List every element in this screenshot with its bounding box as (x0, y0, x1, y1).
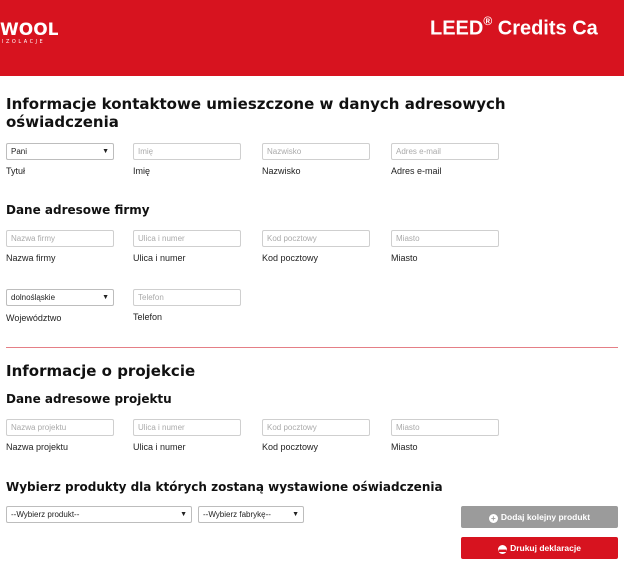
region-label: Województwo (6, 313, 62, 323)
project-name-label: Nazwa projektu (6, 442, 69, 452)
company-name-field[interactable]: Nazwa firmy (6, 230, 114, 247)
title-registered-mark: ® (483, 14, 493, 28)
project-city-label: Miasto (391, 442, 418, 452)
factory-select[interactable] (198, 506, 304, 523)
phone-field[interactable]: Telefon (133, 289, 241, 306)
contact-heading: Informacje kontaktowe umieszczone w danych adresowych oświadczenia (6, 95, 506, 131)
chevron-down-icon: ▼ (102, 148, 109, 155)
email-field[interactable]: Adres e-mail (391, 143, 499, 160)
product-select[interactable] (6, 506, 192, 523)
surname-label: Nazwisko (262, 166, 301, 176)
project-zip-label: Kod pocztowy (262, 442, 319, 452)
company-street-field[interactable]: Ulica i numer (133, 230, 241, 247)
region-select-value: dolnośląskie (11, 293, 56, 302)
brand-logo (0, 21, 59, 45)
surname-field[interactable]: Nazwisko (262, 143, 370, 160)
title-rest: Credits Ca (492, 17, 598, 40)
company-street-label: Ulica i numer (133, 253, 186, 263)
add-product-button[interactable] (461, 506, 618, 528)
project-street-label: Ulica i numer (133, 442, 186, 452)
page-title (430, 16, 598, 41)
project-subheading: Dane adresowe projektu (6, 392, 172, 406)
first-name-label: Imię (133, 166, 151, 176)
company-zip-label: Kod pocztowy (262, 253, 319, 263)
company-city-field[interactable]: Miasto (391, 230, 499, 247)
email-label: Adres e-mail (391, 166, 442, 176)
section-divider (6, 347, 618, 348)
factory-select-value: --Wybierz fabrykę-- (203, 510, 271, 519)
app-header (0, 0, 624, 76)
chevron-down-icon: ▼ (292, 511, 299, 518)
company-name-label: Nazwa firmy (6, 253, 56, 263)
printer-icon: ▬ (498, 545, 507, 554)
company-city-label: Miasto (391, 253, 418, 263)
product-select-value: --Wybierz produkt-- (11, 510, 80, 519)
add-product-label: Dodaj kolejny produkt (500, 512, 591, 522)
company-zip-field[interactable]: Kod pocztowy (262, 230, 370, 247)
title-select-value: Pani (11, 147, 28, 156)
company-heading: Dane adresowe firmy (6, 203, 150, 217)
logo-wordmark: WOOL (0, 20, 59, 40)
chevron-down-icon: ▼ (180, 511, 187, 518)
chevron-down-icon: ▼ (102, 294, 109, 301)
logo-tagline: IZOLACJE (2, 39, 46, 45)
region-select[interactable] (6, 289, 114, 306)
print-declarations-label: Drukuj deklaracje (510, 543, 581, 553)
phone-label: Telefon (133, 312, 163, 322)
project-street-field[interactable]: Ulica i numer (133, 419, 241, 436)
project-heading: Informacje o projekcie (6, 362, 196, 380)
project-zip-field[interactable]: Kod pocztowy (262, 419, 370, 436)
plus-circle-icon: + (489, 514, 498, 523)
project-city-field[interactable]: Miasto (391, 419, 499, 436)
print-declarations-button[interactable] (461, 537, 618, 559)
title-label: Tytuł (6, 166, 26, 176)
title-main: LEED (430, 17, 484, 40)
project-name-field[interactable]: Nazwa projektu (6, 419, 114, 436)
products-heading: Wybierz produkty dla których zostaną wystawione oświadczenia (6, 480, 443, 494)
title-select[interactable] (6, 143, 114, 160)
first-name-field[interactable]: Imię (133, 143, 241, 160)
